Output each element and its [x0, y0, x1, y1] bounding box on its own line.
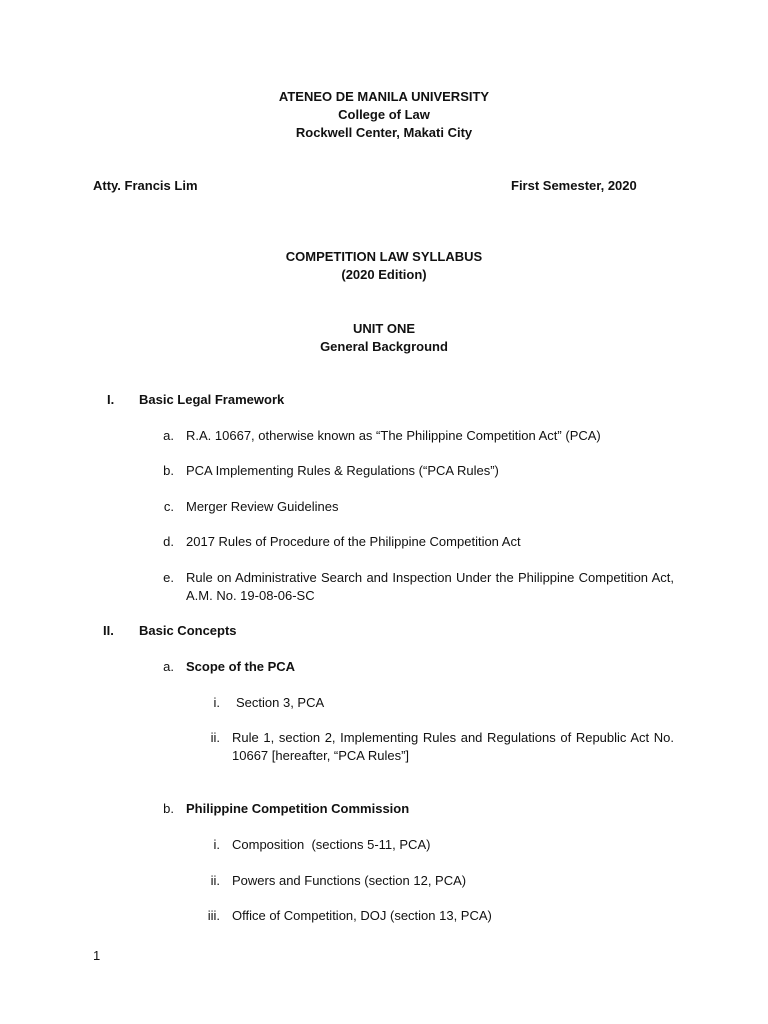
item-label: a. [163, 428, 174, 443]
course-edition: (2020 Edition) [341, 267, 427, 282]
subitem-label: ii. [210, 873, 220, 888]
unit-name: UNIT ONE [352, 321, 416, 336]
page-number: 1 [93, 948, 101, 963]
subitem-text: Rule 1, section 2, Implementing Rules and Regulations of Republic Act No. 10667 [hereafter, “PCA Rules”] [232, 730, 674, 763]
item-text: Rule on Administrative Search and Inspection Under the Philippine Competition Act, A.M. No. 19-08-06-SC [186, 570, 674, 603]
section-heading: Basic Concepts [139, 623, 237, 638]
campus-location: Rockwell Center, Makati City [295, 125, 473, 140]
course-title: COMPETITION LAW SYLLABUS [285, 249, 483, 264]
subitem-text: Powers and Functions (section 12, PCA) [232, 873, 467, 888]
item-label: e. [163, 570, 174, 585]
subitem-label: iii. [207, 908, 220, 923]
item-text: 2017 Rules of Procedure of the Philippine Competition Act [186, 534, 521, 549]
item-text: Merger Review Guidelines [186, 499, 339, 514]
subitem-label: i. [213, 837, 220, 852]
item-text: R.A. 10667, otherwise known as “The Philippine Competition Act” (PCA) [186, 428, 601, 443]
item-label: b. [163, 801, 174, 816]
item-label: b. [163, 463, 174, 478]
item-text: Scope of the PCA [186, 659, 296, 674]
item-text: Philippine Competition Commission [186, 801, 410, 816]
university-name: ATENEO DE MANILA UNIVERSITY [278, 89, 490, 104]
college-name: College of Law [338, 107, 430, 122]
subitem-text: Composition (sections 5-11, PCA) [232, 837, 431, 852]
item-text: PCA Implementing Rules & Regulations (“PCA Rules”) [186, 463, 499, 478]
instructor-name: Atty. Francis Lim [93, 178, 198, 193]
section-numeral: II. [103, 623, 114, 638]
semester-label: First Semester, 2020 [511, 178, 637, 193]
section-heading: Basic Legal Framework [139, 392, 285, 407]
section-numeral: I. [107, 392, 115, 407]
unit-subtitle: General Background [320, 339, 448, 354]
subitem-label: ii. [210, 730, 220, 745]
subitem-text: Section 3, PCA [236, 695, 325, 710]
subitem-label: i. [213, 695, 220, 710]
item-label: d. [163, 534, 174, 549]
subitem-text: Office of Competition, DOJ (section 13, PCA) [232, 908, 492, 923]
item-label: c. [163, 499, 174, 514]
item-label: a. [163, 659, 174, 674]
